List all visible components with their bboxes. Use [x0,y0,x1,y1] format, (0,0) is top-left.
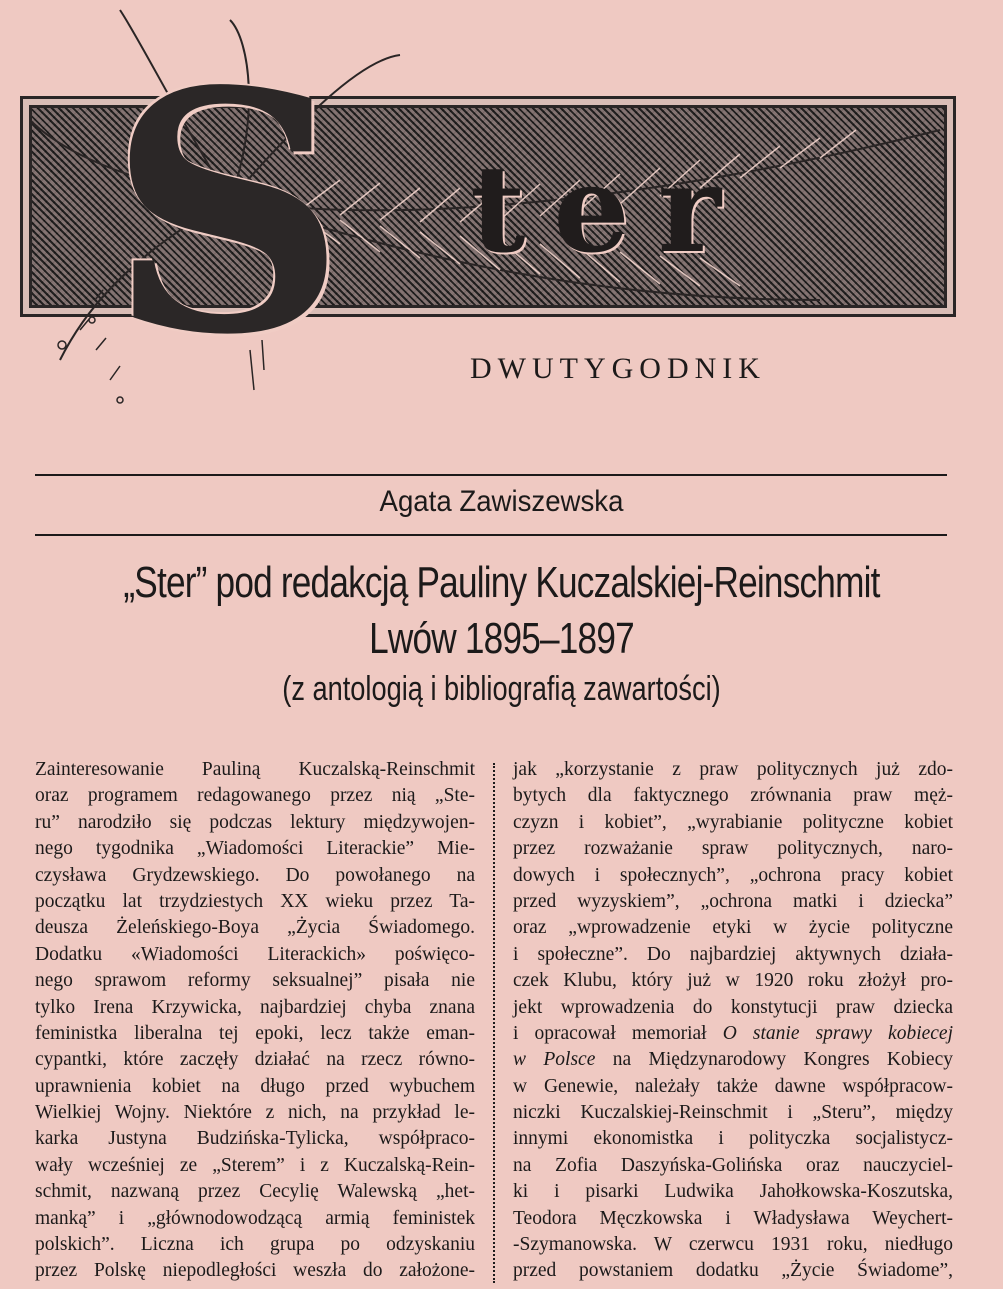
text-line: i społeczne”. Do najbardziej aktywnych działa- [513,943,953,965]
text-line: oraz „wprowadzenie etyki w życie polityczne [513,917,953,939]
text-line: dowych i społecznych”, „ochrona pracy kobiet [513,864,953,886]
text-line: nego tygodnika „Wiadomości Literackie” Mie- [35,838,475,860]
text-line: przez rozważanie spraw politycznych, naro- [513,838,953,860]
text-line: na Zofia Daszyńska-Golińska oraz nauczyciel- [513,1154,953,1176]
title-line-2: Lwów 1895–1897 [369,614,634,663]
text-line: uprawnienia kobiet na długo przed wybuchem [35,1075,475,1097]
column-divider [493,763,495,1283]
text-line: bytych dla faktycznego zrównania praw męż- [513,785,953,807]
author-name: Agata Zawiszewska [379,485,624,518]
bottom-rule [35,534,947,536]
title-line-1: „Ster” pod redakcją Pauliny Kuczalskiej-Reinschmit [123,558,880,607]
text-line: ru” narodziło się podczas lektury międzywojen- [35,811,475,833]
text-line: cypantki, które zaczęły działać na rzecz równo- [35,1049,475,1071]
text-line: przed powstaniem dodatku „Życie Świadome”, [513,1260,953,1282]
text-line: manką” i „głównodowodzącą armią feministek [35,1207,475,1229]
top-rule [35,474,947,476]
text-line: przez Polskę niepodległości weszła do założone- [35,1260,475,1282]
text-line: czek Klubu, który już w 1920 roku złożył pro- [513,970,953,992]
masthead-subtitle: DWUTYGODNIK [470,352,766,385]
text-line [513,1047,953,1073]
text-line: oraz programem redagowanego przez nią „Ste- [35,785,475,807]
text-line: przed wyzyskiem”, „ochrona matki i dziecka” [513,890,953,912]
text-line: nego sprawom reformy seksualnej” pisała nie [35,970,475,992]
text-line: feministka liberalna tej epoki, lecz także eman- [35,1022,475,1044]
text-line: początku lat trzydziestych XX wieku przez Ta- [35,890,475,912]
text-line: jekt wprowadzenia do konstytucji praw dziecka [513,996,953,1018]
text-line: w Genewie, należały także dawne współpracow- [513,1075,953,1097]
text-line: czysława Grydzewskiego. Do powołanego na [35,864,475,886]
column-left [35,757,475,1285]
text-segment: na Międzynarodowy Kongres Kobiecy [595,1049,953,1071]
italic-title-cont: w Polsce [513,1049,596,1071]
text-line: innymi ekonomistka i polityczka socjalistycz- [513,1128,953,1150]
text-line: Dodatku «Wiadomości Literackich» poświęco- [35,943,475,965]
article-title [0,555,1003,711]
text-line: Wielkiej Wojny. Niektóre z nich, na przykład le- [35,1102,475,1124]
text-line-mixed [513,1021,953,1047]
text-line: niczki Kuczalskiej-Reinschmit i „Steru”, między [513,1102,953,1124]
logo-initial: S [108,19,347,407]
text-line: wały wcześniej ze „Sterem” i z Kuczalską-Rein- [35,1154,475,1176]
text-line: jak „korzystanie z praw politycznych już zdo- [513,759,953,780]
title-subtitle: (z antologią i bibliografią zawartości) [282,670,721,708]
column-right [513,757,953,1285]
text-line: czyzn i kobiet”, „wyrabianie polityczne kobiet [513,811,953,833]
text-line: Zainteresowanie Pauliną Kuczalską-Reinschmit [35,759,475,780]
text-line: schmit, nazwaną przez Cecylię Walewską „het- [35,1181,475,1203]
text-line: Teodora Męczkowska i Władysława Weychert- [513,1207,953,1229]
text-line: -Szymanowska. W czerwcu 1931 roku, niedługo [513,1234,953,1256]
text-line: ki i pisarki Ludwika Jahołkowska-Koszutska, [513,1181,953,1203]
text-line: tylko Irena Krzywicka, najbardziej chyba znana [35,996,475,1018]
text-line: polskich”. Liczna ich grupa po odzyskaniu [35,1234,475,1256]
text-line: karka Justyna Budzińska-Tylicka, współpraco- [35,1128,475,1150]
italic-title: O stanie sprawy kobiecej [722,1022,953,1044]
text-segment: i opracował memoriał [513,1022,707,1044]
text-line: deusza Żeleńskiego-Boya „Życia Świadomego. [35,917,475,939]
masthead [0,0,1003,470]
logo-text: ter [470,139,749,280]
